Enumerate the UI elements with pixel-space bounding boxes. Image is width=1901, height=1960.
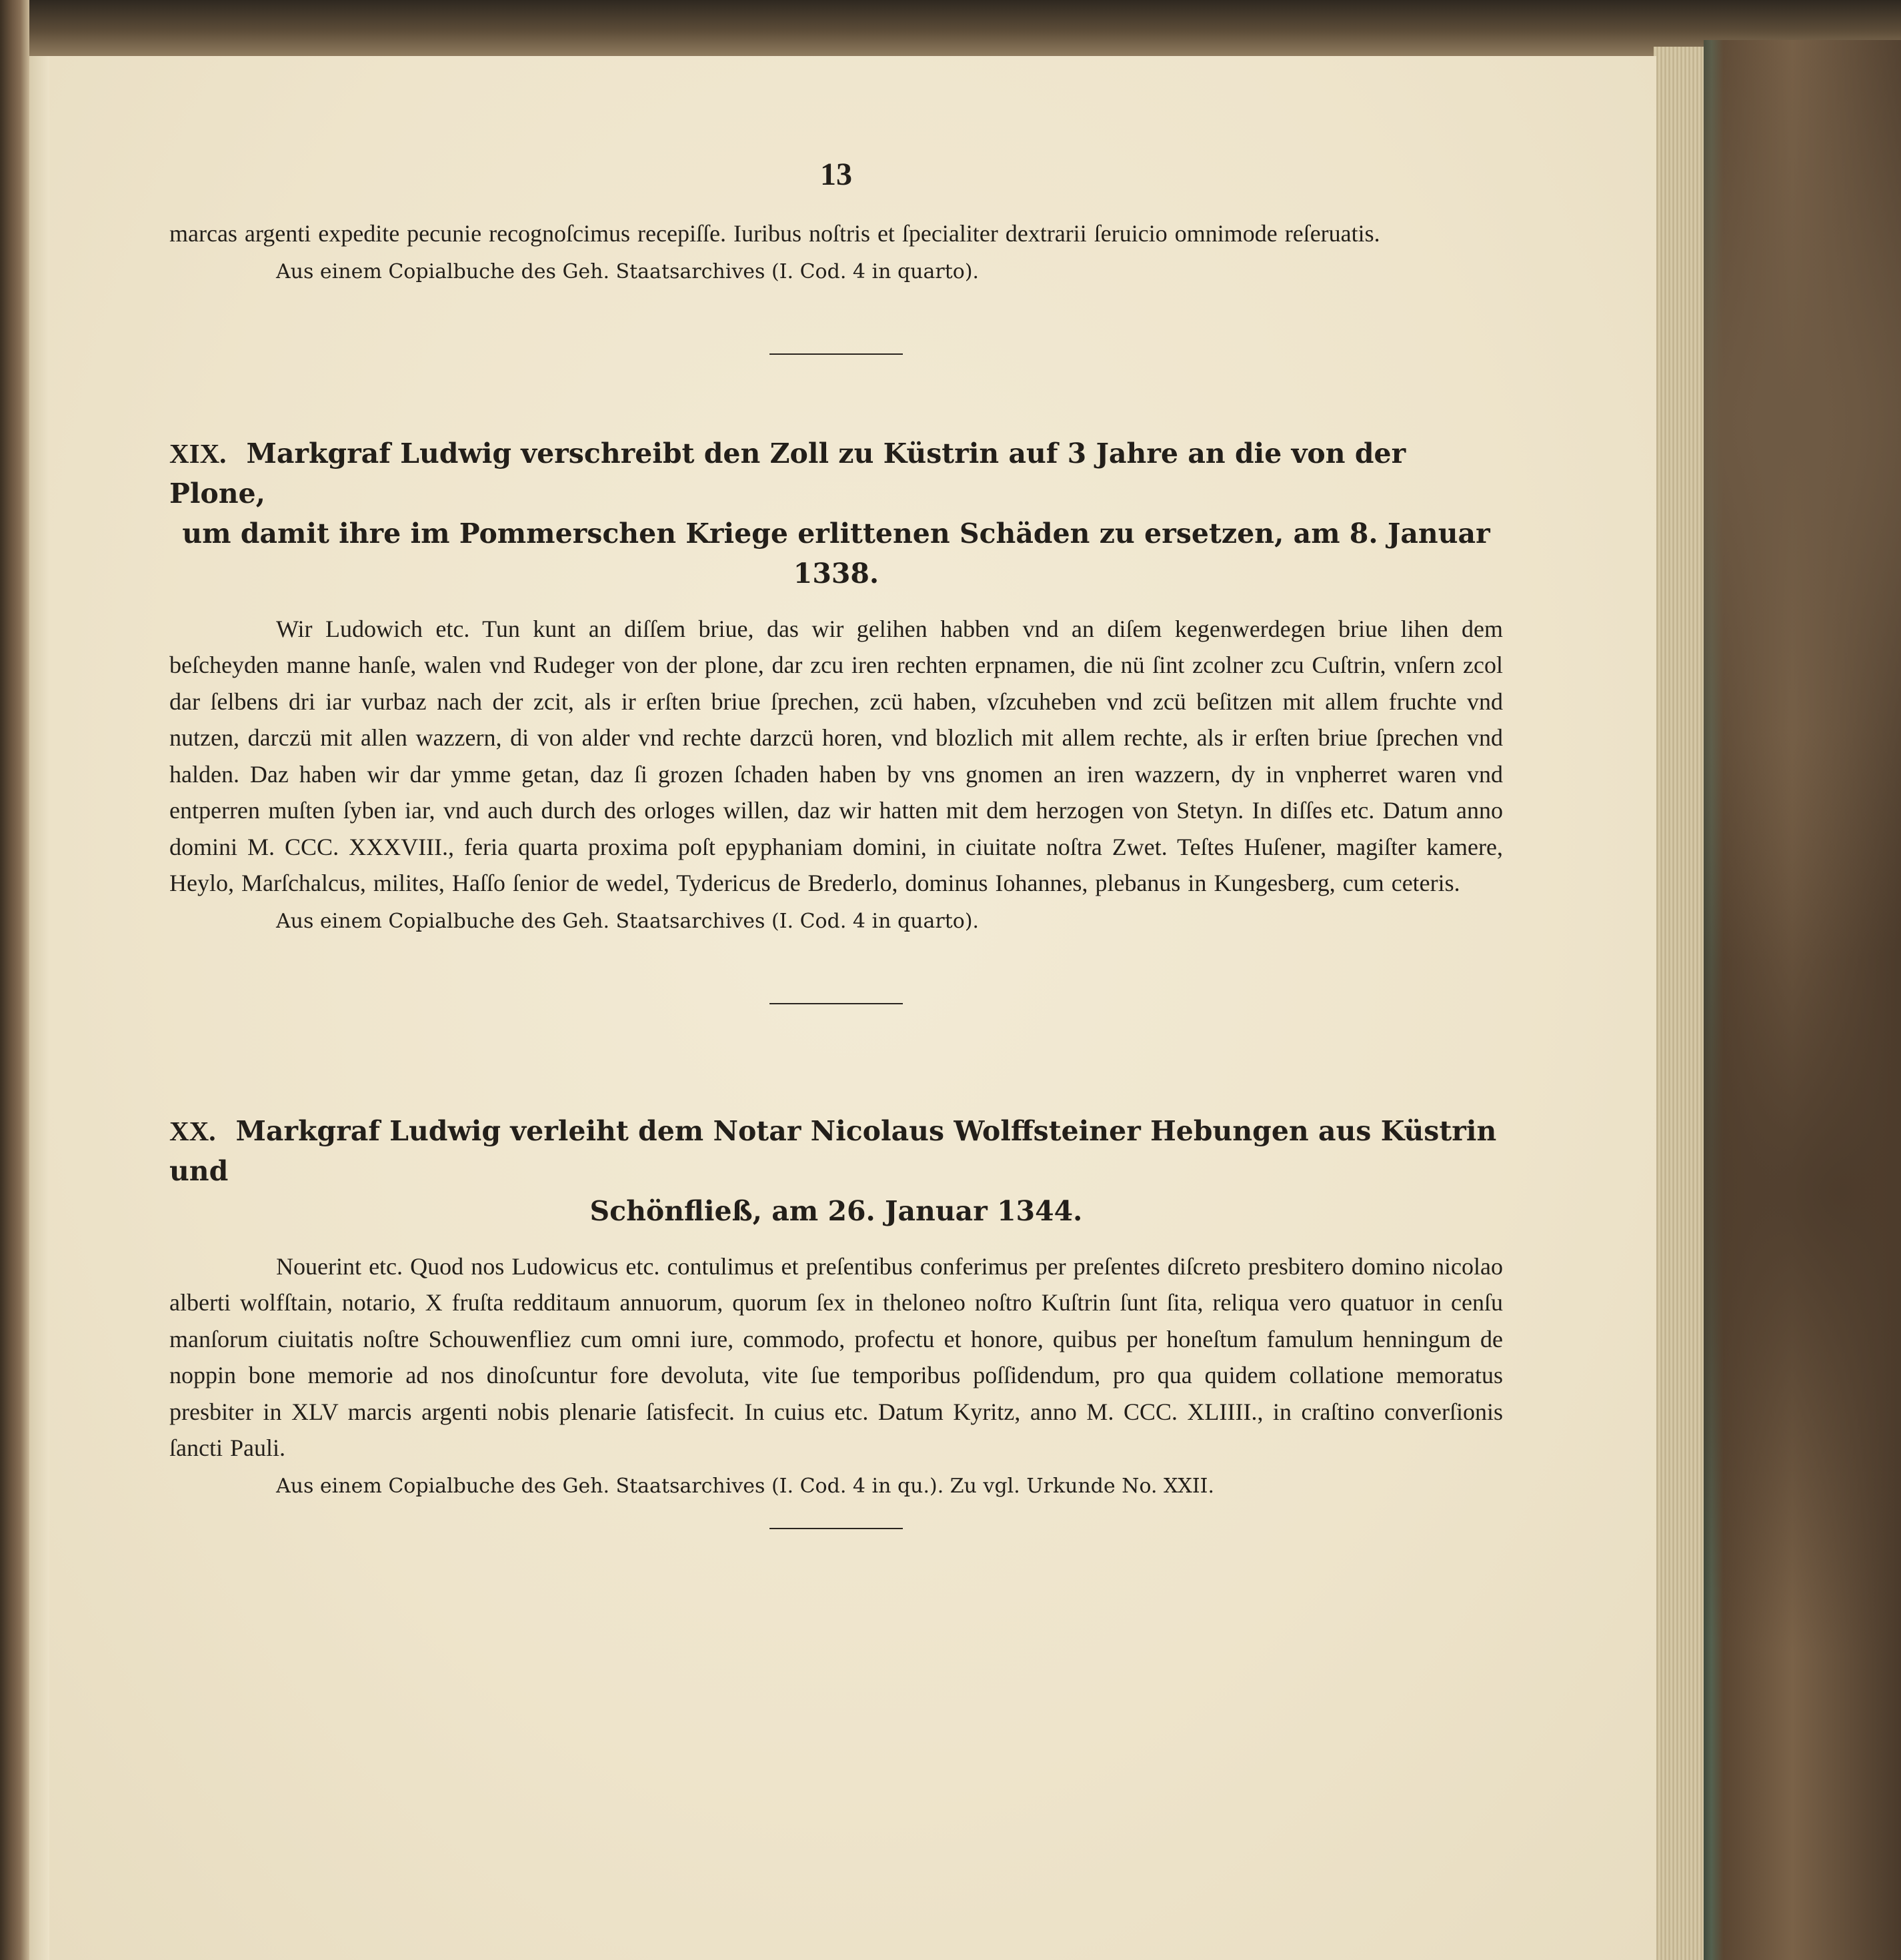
intro-paragraph: marcas argenti expedite pecunie recognoſcimus recepiſſe. Iuribus noſtris et ſpecialiter dextrarii ſeruicio omnimode reſeruatis.: [169, 220, 1380, 247]
top-binding-strip: [29, 0, 1901, 56]
heading-line-2: um damit ihre im Pommerschen Kriege erlittenen Schäden zu ersetzen, am 8. Januar 1338.: [182, 517, 1490, 590]
section-heading-xx: [169, 1111, 1503, 1231]
page-stack-edge: [1654, 47, 1706, 1960]
book-page: [49, 56, 1656, 1960]
left-page-edge: [29, 40, 50, 1960]
section-body-xix: Wir Ludowich etc. Tun kunt an diſſem briue, das wir gelihen habben vnd an diſem kegenwerdegen briue lihen dem beſcheyden manne hanſe, walen vnd Rudeger von der plone, dar zcu iren rechten erpnamen, die nü ſint zcolner zcu Cuſtrin, vnſern zcol dar ſelbens dri iar vurbaz nach der zcit, als ir erſten briue ſprechen, zcü haben, vſzcuheben vnd zcü beſitzen mit allem fruchte vnd nutzen, darczü mit allen wazzern, di von alder vnd rechte darzcü horen, vnd blozlich mit allem rechte, als ir erſten briue ſprechen vnd halden. Daz haben wir dar ymme getan, daz ſi grozen ſchaden haben by vns gnomen an iren wazzern, dy in vnpherret waren vnd entperren muſten ſyben iar, vnd auch durch des orloges willen, daz wir hatten mit dem herzogen von Stetyn. In diſſes etc. Datum anno domini M. CCC. XXXVIII., feria quarta proxima poſt epyphaniam domini, in ciuitate noſtra Zwet. Teſtes Huſener, magiſter kamere, Heylo, Marſchalcus, milites, Haſſo ſenior de wedel, Tydericus de Brederlo, dominus Iohannes, plebanus in Kungesberg, cum ceteris.: [169, 615, 1503, 896]
section-heading-xix: [169, 433, 1503, 594]
section-number: XX.: [169, 1115, 216, 1146]
heading-line-1: Markgraf Ludwig verschreibt den Zoll zu Küstrin auf 3 Jahre an die von der Plone,: [169, 437, 1406, 510]
page-content: [169, 156, 1503, 1529]
section-divider: [769, 1528, 903, 1529]
section-number: XIX.: [169, 437, 227, 469]
section-source-xx: Aus einem Copialbuche des Geh. Staatsarchives (I. Cod. 4 in qu.). Zu vgl. Urkunde No. XXII.: [276, 1474, 1215, 1498]
book-binding-left: [0, 0, 29, 1960]
heading-line-1: Markgraf Ludwig verleiht dem Notar Nicolaus Wolffsteiner Hebungen aus Küstrin und: [169, 1114, 1497, 1187]
section-source-xix: Aus einem Copialbuche des Geh. Staatsarchives (I. Cod. 4 in quarto).: [276, 909, 980, 933]
marbled-cover: [1704, 40, 1901, 1960]
section-body-xx: Nouerint etc. Quod nos Ludowicus etc. contulimus et preſentibus conferimus per preſentes diſcreto presbitero domino nicolao alberti wolfſtain, notario, X fruſta redditaum annuorum, quorum ſex in theloneo noſtro Kuſtrin ſunt ſita, reliqua vero quatuor in cenſu manſorum ciuitatis noſtre Schouwenfliez cum omni iure, commodo, profectu et honore, quibus per honeſtum famulum henningum de noppin bone memorie ad nos dinoſcuntur fore devoluta, vite ſue temporibus poſſidendum, pro qua quidem collatione memoratus presbiter in XLV marcis argenti nobis plenarie ſatisfecit. In cuius etc. Datum Kyritz, anno M. CCC. XLIIII., in craſtino converſionis ſancti Pauli.: [169, 1252, 1503, 1461]
intro-source-note: Aus einem Copialbuche des Geh. Staatsarchives (I. Cod. 4 in quarto).: [276, 259, 980, 283]
heading-line-2: Schönfließ, am 26. Januar 1344.: [589, 1194, 1083, 1227]
page-number: 13: [820, 157, 852, 192]
